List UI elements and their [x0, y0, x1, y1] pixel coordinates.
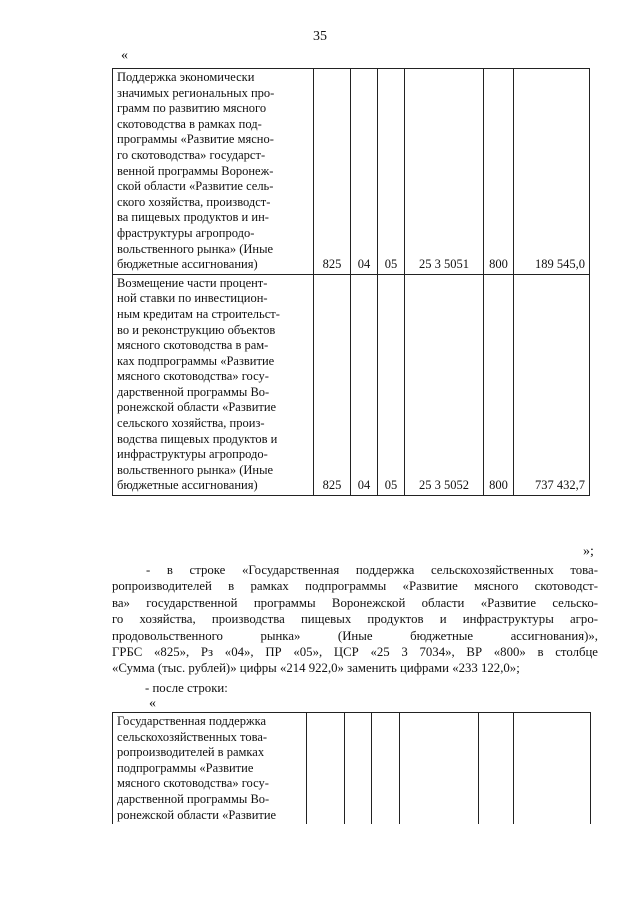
- paragraph-line: ГРБС «825», Рз «04», ПР «05», ЦСР «25 3 7034», ВР «800» в столбце: [112, 645, 598, 660]
- paragraph-line: - в строке «Государственная поддержка сельскохозяйственных това-: [146, 563, 598, 577]
- description-line: ропроизводителей в рамках: [117, 745, 265, 760]
- rz-cell: [345, 713, 372, 825]
- description-line: вольственного рынка» (Иные: [117, 462, 274, 477]
- description-line: Поддержка экономически: [117, 70, 255, 84]
- description-line: дарственной программы Во-: [117, 791, 270, 806]
- vr-cell: 800: [484, 274, 514, 495]
- csr-cell: [400, 713, 479, 825]
- pr-cell: 05: [378, 274, 405, 495]
- paragraph-line: ропроизводителей в рамках подпрограммы «Развитие мясного скотоводст-: [112, 579, 598, 594]
- description-line: во и реконструкцию объектов: [117, 322, 276, 337]
- description-line: водства пищевых продуктов и: [117, 431, 278, 446]
- description-line: Государственная поддержка: [117, 714, 267, 728]
- budget-table: [112, 68, 590, 496]
- amendment-paragraph: [112, 562, 598, 677]
- paragraph-line: ва» государственной программы Воронежской области «Развитие сельско-: [112, 595, 598, 610]
- sum-cell: 737 432,7: [514, 274, 590, 495]
- grbs-cell: 825: [314, 69, 351, 275]
- budget-table-continued: [112, 712, 591, 824]
- description-line: значимых региональных про-: [117, 85, 275, 100]
- grbs-cell: [307, 713, 345, 825]
- pr-cell: [372, 713, 400, 825]
- description-line: ронежской области «Развитие: [117, 807, 277, 822]
- table-row: [113, 713, 591, 825]
- close-quote: »;: [583, 544, 594, 559]
- paragraph-line: продовольственного рынка» (Иные бюджетные ассигнования)»,: [112, 628, 598, 643]
- row-description: [113, 713, 307, 825]
- table-row: [113, 69, 590, 275]
- description-line: венной программы Воронеж-: [117, 163, 274, 178]
- csr-cell: 25 3 5051: [405, 69, 484, 275]
- description-line: ского хозяйства, производст-: [117, 194, 271, 209]
- after-row-label: - после строки:: [145, 681, 228, 695]
- paragraph-line: го хозяйства, производства пищевых продуктов и инфраструктуры агро-: [112, 612, 598, 627]
- description-line: мясного скотоводства» госу-: [117, 776, 269, 791]
- open-quote: «: [121, 48, 128, 63]
- table-row: [113, 274, 590, 495]
- rz-cell: 04: [351, 69, 378, 275]
- description-line: мясного скотоводства в рам-: [117, 338, 269, 353]
- description-line: бюджетные ассигнования): [117, 478, 258, 493]
- pr-cell: 05: [378, 69, 405, 275]
- description-line: ва пищевых продуктов и ин-: [117, 210, 269, 225]
- paragraph-line: «Сумма (тыс. рублей)» цифры «214 922,0» заменить цифрами «233 122,0»;: [112, 661, 520, 676]
- description-line: дарственной программы Во-: [117, 384, 270, 399]
- description-line: ной ставки по инвестицион-: [117, 291, 268, 306]
- description-line: фраструктуры агропродо-: [117, 225, 255, 240]
- description-line: инфраструктуры агропродо-: [117, 447, 268, 462]
- description-line: вольственного рынка» (Иные: [117, 241, 274, 256]
- description-line: го скотоводства» государст-: [117, 147, 266, 162]
- description-line: сельского хозяйства, произ-: [117, 416, 265, 431]
- csr-cell: 25 3 5052: [405, 274, 484, 495]
- description-line: ках подпрограммы «Развитие: [117, 353, 275, 368]
- description-line: программы «Развитие мясно-: [117, 132, 274, 147]
- description-line: бюджетные ассигнования): [117, 257, 258, 272]
- description-line: Возмещение части процент-: [117, 275, 268, 290]
- description-line: грамм по развитию мясного: [117, 101, 267, 116]
- sum-cell: [514, 713, 591, 825]
- page-number: 35: [313, 29, 327, 44]
- vr-cell: 800: [484, 69, 514, 275]
- rz-cell: 04: [351, 274, 378, 495]
- description-line: скотоводства в рамках под-: [117, 116, 262, 131]
- description-line: подпрограммы «Развитие: [117, 760, 254, 775]
- grbs-cell: 825: [314, 274, 351, 495]
- description-line: ным кредитам на строительст-: [117, 306, 280, 321]
- row-description: [113, 69, 314, 275]
- description-line: мясного скотоводства» госу-: [117, 369, 269, 384]
- description-line: ской области «Развитие сель-: [117, 179, 274, 194]
- row-description: [113, 274, 314, 495]
- open-quote-2: «: [149, 696, 156, 711]
- sum-cell: 189 545,0: [514, 69, 590, 275]
- description-line: ронежской области «Развитие: [117, 400, 277, 415]
- vr-cell: [479, 713, 514, 825]
- description-line: сельскохозяйственных това-: [117, 729, 268, 744]
